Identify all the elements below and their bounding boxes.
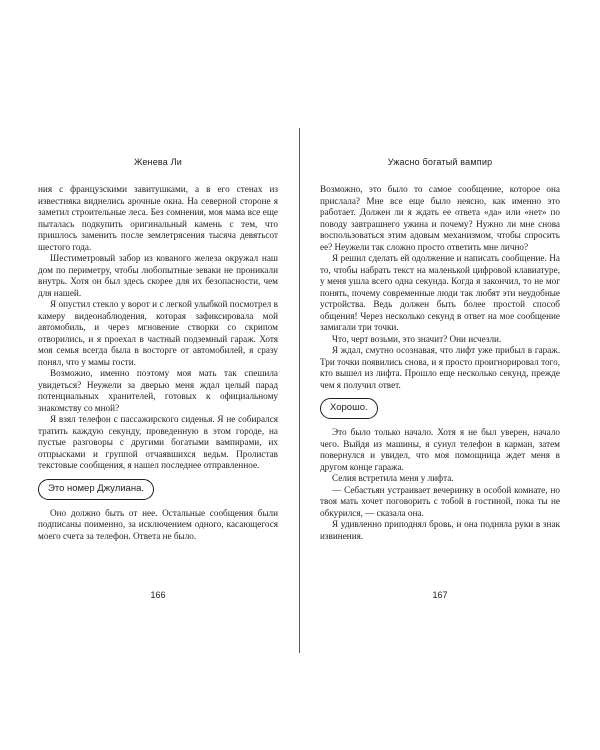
message-bubble-container xyxy=(320,398,560,419)
right-page-body xyxy=(320,184,560,542)
running-head-author: Женева Ли xyxy=(133,157,183,167)
paragraph: Я решил сделать ей одолжение и написать сообщение. На то, чтобы набрать текст на маленькой цифровой клавиатуре, у меня ушла всего одна секунда. Когда я закончил, то не мог понять, почему современные люди так любят эти неудобные устройства. Ведь должен быть более простой способ общения! Через несколько секунд в ответ на мое сообщение замигали три точки. xyxy=(320,253,560,332)
message-bubble: Это номер Джулиана. xyxy=(38,479,154,500)
paragraph: Я удивленно приподнял бровь, и она подняла руки в знак извинения. xyxy=(320,519,560,541)
paragraph: Это было только начало. Хотя я не был уверен, начало чего. Выйдя из машины, я сунул телефон в карман, затем повернулся и увидел, что моя помощница ждет меня в другом конце гаража. xyxy=(320,427,560,472)
paragraph: ния с французскими завитушками, а в его стенах из известняка виднелись арочные окна. На северной стороне я заметил строительные леса. Без сомнения, моя мама все еще пыталась подкупить оригинальный камень с тем, что пришлось заменить после землетрясения тысяча девятьсот шестого года. xyxy=(38,184,278,252)
running-head-title: Ужасно богатый вампир xyxy=(387,157,493,167)
left-page-body xyxy=(38,184,278,542)
paragraph: Что, черт возьми, это значит? Они исчезли. xyxy=(332,333,502,344)
paragraph: Селия встретила меня у лифта. xyxy=(332,473,454,483)
gutter-divider xyxy=(299,128,300,653)
paragraph: Возможно, это было то самое сообщение, которое она прислала? Мне все еще было неясно, как именно это работает. Должен ли я ждать ее ответа «да» или «нет» по поводу завтрашнего ужина и почему? Нужно ли мне снова воспользоваться этим адовым механизмом, чтобы спросить ее? Неужели так сложно просто ответить мне лично? xyxy=(320,184,560,252)
message-bubble: Хорошо. xyxy=(320,398,378,419)
paragraph: Шестиметровый забор из кованого железа окружал наш дом по периметру, чтобы любопытные зеваки не проникали внутрь. Хотя он был здесь скорее для их безопасности, чем для нашей. xyxy=(38,253,278,298)
page-number: 166 xyxy=(150,590,166,600)
paragraph: — Себастьян устраивает вечеринку в особой комнате, но твоя мать хочет поговорить с тобой в гостиной, пока ты не обкурился, — сказала она. xyxy=(320,484,560,518)
right-page xyxy=(320,0,560,750)
paragraph: Я опустил стекло у ворот и с легкой улыбкой посмотрел в камеру видеонаблюдения, которая зафиксировала мой автомобиль, и через мгновение створки со скрипом отворились, и я проехал в частный подземный гараж. Хотя моя семья всегда была в восторге от автомобилей, я сразу понял, что у мамы гости. xyxy=(38,299,278,367)
paragraph: Возможно, именно поэтому моя мать так спешила увидеться? Неужели за дверью меня ждал целый парад потенциальных хранителей, готовых к официальному знакомству со мной? xyxy=(38,368,278,413)
paragraph: Я ждал, смутно осознавая, что лифт уже прибыл в гараж. Три точки появились снова, и я просто проигнорировал того, кто вышел из лифта. Прошло еще несколько секунд, прежде чем я получил ответ. xyxy=(320,345,560,390)
paragraph: Оно должно быть от нее. Остальные сообщения были подписаны поименно, за исключением одного, касающегося моего счета за телефон. Ответа не было. xyxy=(38,507,278,541)
message-bubble-container xyxy=(38,479,278,500)
page-number: 167 xyxy=(432,590,448,600)
left-page xyxy=(38,0,278,750)
paragraph: Я взял телефон с пассажирского сиденья. Я не собирался тратить каждую секунду, проведенную в этом городе, на пустые разговоры с другими богатыми вампирами, их отпрысками и группой отчаявшихся ведьм. Пролистав текстовые сообщения, я нашел последнее отправленное. xyxy=(38,414,278,470)
